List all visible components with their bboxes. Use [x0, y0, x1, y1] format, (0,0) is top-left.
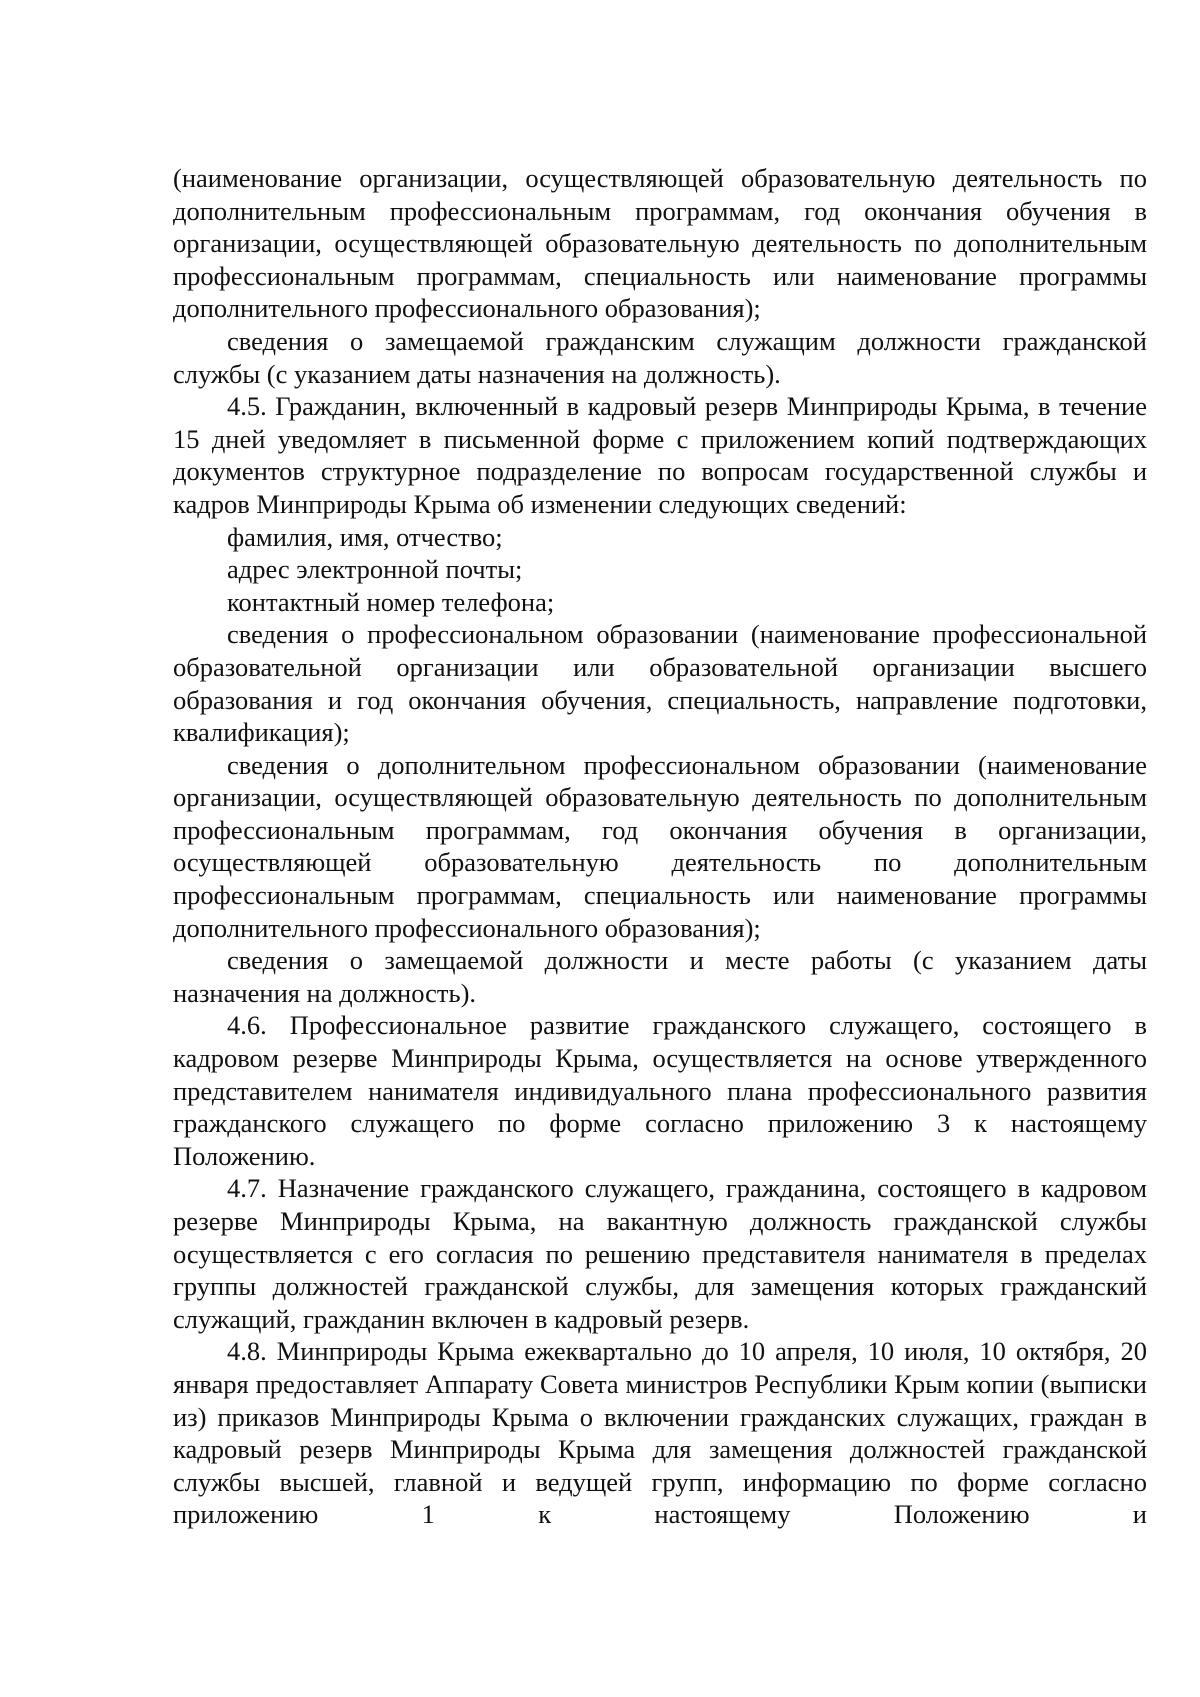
list-item: адрес электронной почты; [227, 554, 523, 585]
paragraph: (наименование организации, осуществляющей образовательную деятельность по дополнительным профессиональным программам, год окончания обучения в организации, осуществляющей образовательную деятельность по дополнительным профессиональным программам, специальность или наименование программы дополнительного профессионального образования); [173, 163, 1147, 324]
list-item: фамилия, имя, отчество; [227, 521, 503, 552]
list-item: контактный номер телефона; [227, 586, 555, 617]
list-item: сведения о дополнительном профессиональном образовании (наименование организации, осуществляющей образовательную деятельность по дополнительным профессиональным программам, год окончания обучения в организации, осуществляющей образовательную деятельность по дополнительным профессиональным программам, специальность или наименование программы дополнительного профессионального образования); [173, 749, 1147, 943]
list-item: сведения о замещаемой должности и месте работы (с указанием даты назначения на должность). [173, 945, 1147, 1008]
paragraph-section-4-8: 4.8. Минприроды Крыма ежеквартально до 10 апреля, 10 июля, 10 октября, 20 января предоставляет Аппарату Совета министров Республики Крым копии (выписки из) приказов Минприроды Крыма о включении гражданских служащих, граждан в кадровый резерв Минприроды Крыма для замещения должностей гражданской службы высшей, главной и ведущей групп, информацию по форме согласно приложению 1 к настоящему Положению и [173, 1336, 1147, 1530]
paragraph-section-4-7: 4.7. Назначение гражданского служащего, гражданина, состоящего в кадровом резерве Минприроды Крыма, на вакантную должность гражданской службы осуществляется с его согласия по решению представителя нанимателя в пределах группы должностей гражданской службы, для замещения которых гражданский служащий, гражданин включен в кадровый резерв. [173, 1173, 1147, 1334]
list-item: сведения о профессиональном образовании (наименование профессиональной образовательной организации или образовательной организации высшего образования и год окончания обучения, специальность, направление подготовки, квалификация); [173, 619, 1147, 748]
document-page [173, 162, 1147, 1531]
paragraph-section-4-5: 4.5. Гражданин, включенный в кадровый резерв Минприроды Крыма, в течение 15 дней уведомляет в письменной форме с приложением копий подтверждающих документов структурное подразделение по вопросам государственной службы и кадров Минприроды Крыма об изменении следующих сведений: [173, 391, 1147, 519]
paragraph-section-4-6: 4.6. Профессиональное развитие гражданского служащего, состоящего в кадровом резерве Минприроды Крыма, осуществляется на основе утвержденного представителем нанимателя индивидуального плана профессионального развития гражданского служащего по форме согласно приложению 3 к настоящему Положению. [173, 1010, 1147, 1171]
paragraph: сведения о замещаемой гражданским служащим должности гражданской службы (с указанием даты назначения на должность). [173, 325, 1147, 389]
